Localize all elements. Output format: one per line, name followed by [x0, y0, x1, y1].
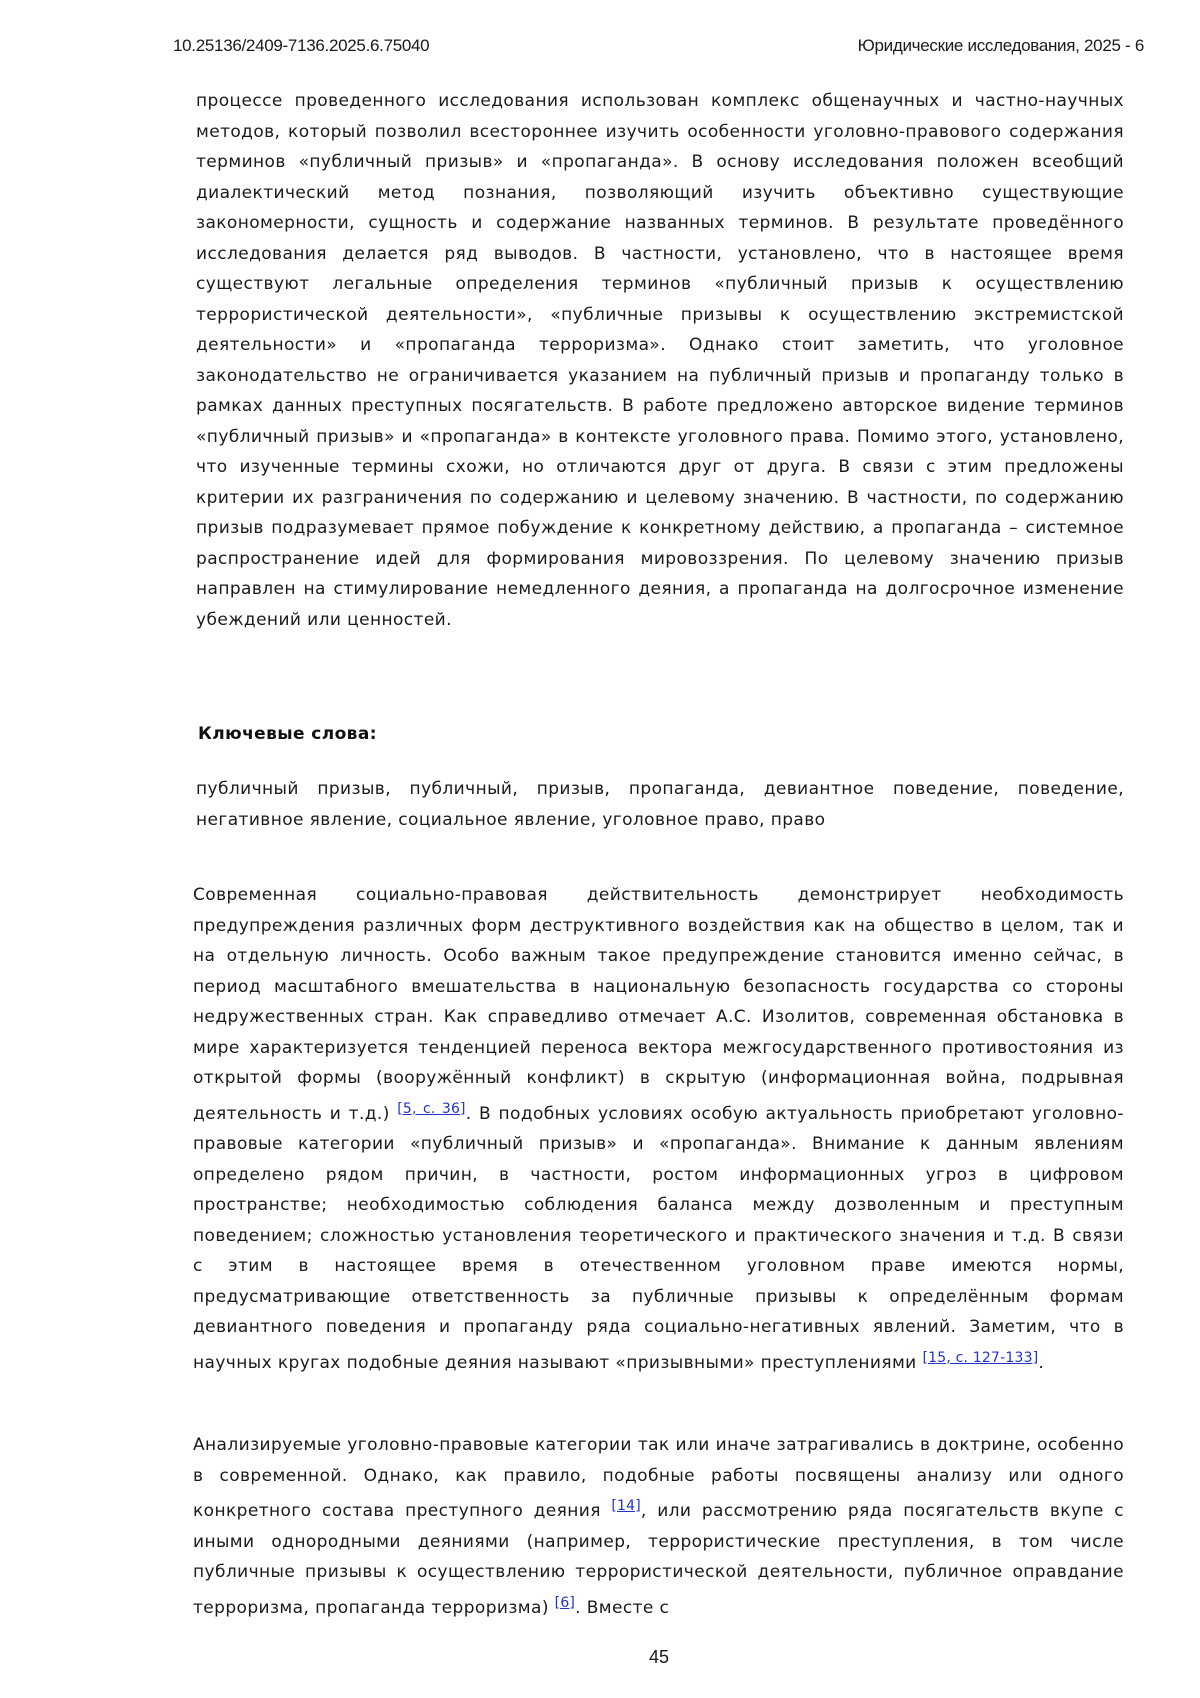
citation-link[interactable]: [15, с. 127-133]: [922, 1349, 1039, 1366]
keywords-heading: Ключевые слова:: [198, 724, 377, 744]
paragraph-text: Современная социально-правовая действительность демонстрирует необходимость предупреждения различных форм деструктивного воздействия как на общество в целом, так и на отдельную личность. Особо важным такое предупреждение становится именно сейчас, в период масштабного вмешательства в национальную безопасность государства со стороны недружественных стран. Как справедливо отмечает А.С. Изолитов, современная обстановка в мире характеризуется тенденцией переноса вектора межгосударственного противостояния из открытой формы (вооружённый конфликт) в скрытую (информационная война, подрывная деятельность и т.д.): [193, 885, 1124, 1124]
paragraph-text: , или рассмотрению ряда посягательств вкупе с иными однородными деяниями (например, террористические преступления, в том числе публичные призывы к осуществлению террористической деятельности, публичное оправдание терроризма, пропаганда терроризма): [193, 1501, 1125, 1618]
keywords-list: публичный призыв, публичный, призыв, пропаганда, девиантное поведение, поведение, негативное явление, социальное явление, уголовное право, право: [196, 779, 1124, 830]
journal-title: Юридические исследования, 2025 - 6: [857, 36, 1144, 55]
citation-link[interactable]: [6]: [554, 1594, 576, 1611]
paragraph-text: Анализируемые уголовно-правовые категории так или иначе затрагивались в доктрине, особенно в современной. Однако, как правило, подобные работы посвящены анализу или одного конкретного состава преступного деяния: [193, 1435, 1124, 1521]
body-paragraph-2: [193, 1430, 1124, 1623]
page-header: [173, 36, 1144, 62]
paragraph-text: . В подобных условиях особую актуальность приобретают уголовно-правовые категории «публичный призыв» и «пропаганда». Внимание к данным явлениям определено рядом причин, в частности, ростом информационных угроз в цифровом пространстве; необходимостью соблюдения баланса между дозволенным и преступным поведением; сложностью установления теоретического и практического значения и т.д. В связи с этим в настоящее время в отечественном уголовном праве имеются нормы, предусматривающие ответственность за публичные призывы к определённым формам девиантного поведения и пропаганду ряда социально-негативных явлений. Заметим, что в научных кругах подобные деяния называют «призывными» преступлениями: [193, 1103, 1124, 1373]
paragraph-text: . Вместе с: [575, 1597, 670, 1618]
citation-link[interactable]: [5, с. 36]: [397, 1100, 466, 1117]
body-paragraph-1: [193, 880, 1124, 1378]
doi-label: 10.25136/2409-7136.2025.6.75040: [173, 36, 430, 55]
page-number: 45: [648, 1647, 670, 1667]
citation-link[interactable]: [14]: [611, 1498, 641, 1514]
abstract-text: процессе проведенного исследования использован комплекс общенаучных и частно-научных методов, который позволил всестороннее изучить особенности уголовно-правового содержания терминов «публичный призыв» и «пропаганда». В основу исследования положен всеобщий диалектический метод познания, позволяющий изучить объективно существующие закономерности, сущность и содержание названных терминов. В результате проведённого исследования делается ряд выводов. В частности, установлено, что в настоящее время существуют легальные определения терминов «публичный призыв к осуществлению террористической деятельности», «публичные призывы к осуществлению экстремистской деятельности» и «пропаганда терроризма». Однако стоит заметить, что уголовное законодательство не ограничивается указанием на публичный призыв и пропаганду только в рамках данных преступных посягательств. В работе предложено авторское видение терминов «публичный призыв» и «пропаганда» в контексте уголовного права. Помимо этого, установлено, что изученные термины схожи, но отличаются друг от друга. В связи с этим предложены критерии их разграничения по содержанию и целевому значению. В частности, по содержанию призыв подразумевает прямое побуждение к конкретному действию, а пропаганда – системное распространение идей для формирования мировоззрения. По целевому значению призыв направлен на стимулирование немедленного деяния, а пропаганда на долгосрочное изменение убеждений или ценностей.: [196, 91, 1124, 630]
paragraph-text: .: [1038, 1352, 1045, 1373]
